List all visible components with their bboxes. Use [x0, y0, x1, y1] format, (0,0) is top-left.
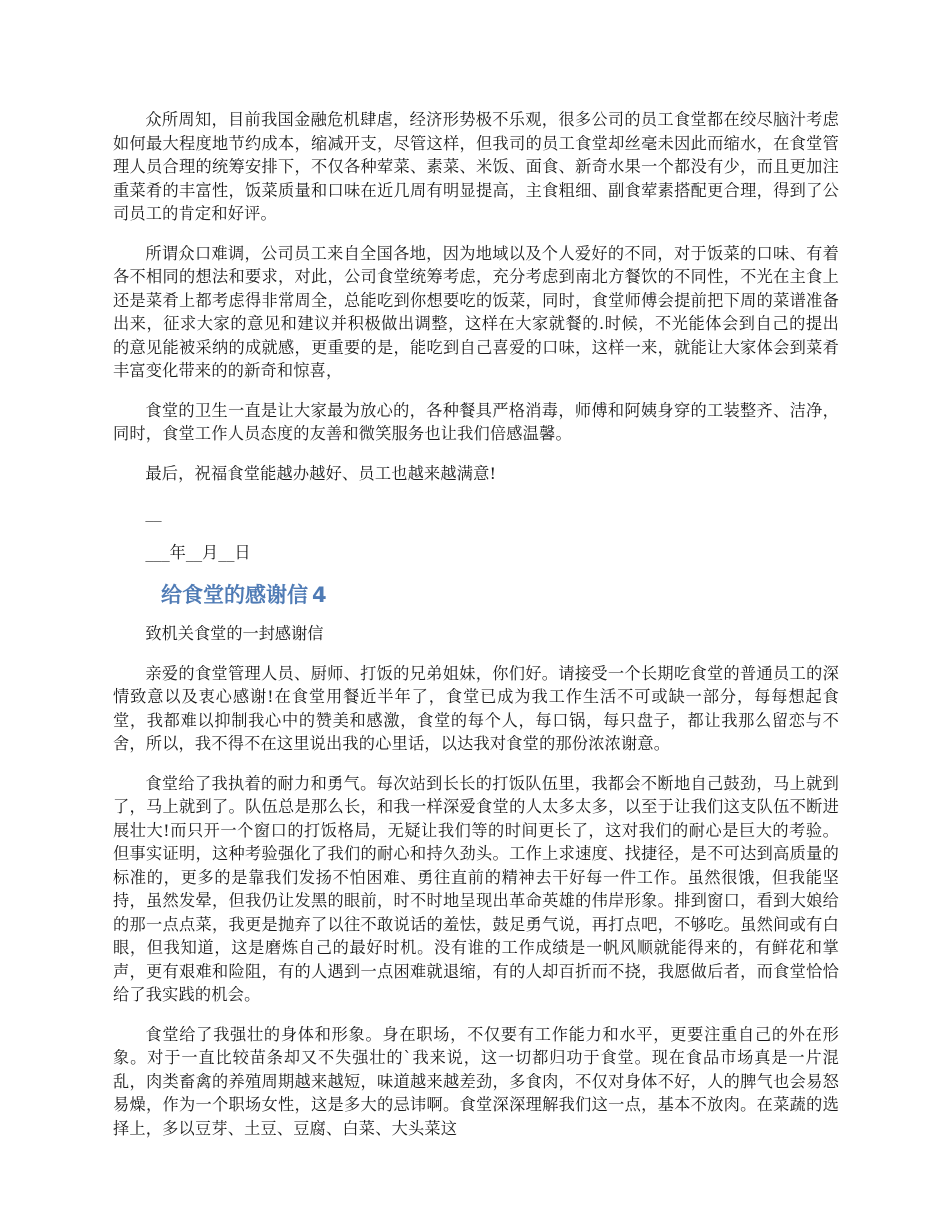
heading-number: 4: [312, 583, 327, 607]
signature-line: __: [145, 503, 162, 522]
date-line: ___年__月__日: [145, 542, 251, 562]
heading-text: 给食堂的感谢信: [161, 583, 308, 607]
body-paragraph: 食堂给了我执着的耐力和勇气。每次站到长长的打饭队伍里，我都会不断地自己鼓劲，马上就到了，马上就到了。队伍总是那么长，和我一样深爱食堂的人太多太多，以至于让我们这支队伍不断进展壮大!而只开一个窗口的打饭格局，无疑让我们等的时间更长了，这对我们的耐心是巨大的考验。但事实证明，这种考验强化了我们的耐心和持久劲头。工作上求速度、找捷径，是不可达到高质量的标准的，更多的是靠我们发扬不怕困难、勇往直前的精神去干好每一件工作。虽然很饿，但我能坚持，虽然发晕，但我仍让发黑的眼前，时不时地呈现出革命英雄的伟岸形象。排到窗口，看到大娘给的那一点点菜，我更是抛弃了以往不敢说话的羞怯，鼓足勇气说，再打点吧，不够吃。虽然间或有白眼，但我知道，这是磨炼自己的最好时机。没有谁的工作成绩是一帆风顺就能得来的，有鲜花和掌声，更有艰难和险阻，有的人遇到一点困难就退缩，有的人却百折而不挠，我愿做后者，而食堂恰恰给了我实践的机会。: [113, 773, 839, 1004]
section-heading: [113, 580, 839, 610]
body-paragraph: 食堂的卫生一直是让大家最为放心的，各种餐具严格消毒，师傅和阿姨身穿的工装整齐、洁净，同时，食堂工作人员态度的友善和微笑服务也让我们倍感温馨。: [113, 400, 839, 443]
body-paragraph: 所谓众口难调，公司员工来自全国各地，因为地域以及个人爱好的不同，对于饭菜的口味、有着各不相同的想法和要求，对此，公司食堂统筹考虑，充分考虑到南北方餐饮的不同性，不光在主食上还是菜肴上都考虑得非常周全，总能吃到你想要吃的饭菜，同时，食堂师傅会提前把下周的菜谱准备出来，征求大家的意见和建议并积极做出调整，这样在大家就餐的.时候，不光能体会到自己的提出的意见能被采纳的成就感，更重要的是，能吃到自己喜爱的口味，这样一来，就能让大家体会到菜肴丰富变化带来的的新奇和惊喜，: [113, 243, 839, 380]
letter-subtitle: 致机关食堂的一封感谢信: [145, 624, 324, 643]
document-page: [113, 108, 839, 1156]
body-paragraph: 亲爱的食堂管理人员、厨师、打饭的兄弟姐妹，你们好。请接受一个长期吃食堂的普通员工的深情致意以及衷心感谢!在食堂用餐近半年了，食堂已成为我工作生活不可或缺一部分，每每想起食堂，我都难以抑制我心中的赞美和感激，食堂的每个人，每口锅，每只盘子，都让我那么留恋与不舍，所以，我不得不在这里说出我的心里话，以达我对食堂的那份浓浓谢意。: [113, 663, 839, 753]
closing-wish: 最后，祝福食堂能越办越好、员工也越来越满意!: [145, 463, 497, 483]
body-paragraph: 食堂给了我强壮的身体和形象。身在职场，不仅要有工作能力和水平，更要注重自己的外在形象。对于一直比较苗条却又不失强壮的`我来说，这一切都归功于食堂。现在食品市场真是一片混乱，肉类畜禽的养殖周期越来越短，味道越来越差劲，多食肉，不仅对身体不好，人的脾气也会易怒易燥，作为一个职场女性，这是多大的忌讳啊。食堂深深理解我们这一点，基本不放肉。在菜蔬的选择上，多以豆芽、土豆、豆腐、白菜、大头菜这: [113, 1024, 839, 1138]
body-paragraph: 众所周知，目前我国金融危机肆虐，经济形势极不乐观，很多公司的员工食堂都在绞尽脑汁考虑如何最大程度地节约成本，缩减开支，尽管这样，但我司的员工食堂却丝毫未因此而缩水，在食堂管理人员合理的统筹安排下，不仅各种荤菜、素菜、米饭、面食、新奇水果一个都没有少，而且更加注重菜肴的丰富性，饭菜质量和口味在近几周有明显提高，主食粗细、副食荤素搭配更合理，得到了公司员工的肯定和好评。: [113, 110, 839, 223]
